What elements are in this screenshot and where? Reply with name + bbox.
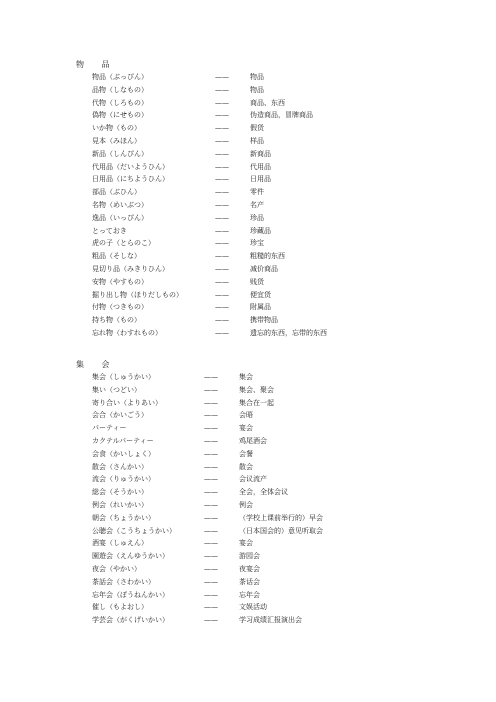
japanese-term: 品物（しなもの） (92, 85, 148, 94)
chinese-meaning: 物品 (250, 73, 264, 81)
japanese-term: 物品（ぶっぴん） (92, 73, 148, 81)
vocab-entry (0, 525, 496, 538)
vocab-entry (0, 384, 496, 397)
japanese-term: 学芸会（がくげいかい） (92, 616, 169, 625)
chinese-meaning: 物品 (250, 85, 264, 94)
japanese-term: 逸品（いっぴん） (92, 213, 148, 222)
chinese-meaning: 宴会 (239, 424, 253, 433)
japanese-term: 掘り出し物（ほりだしもの） (92, 290, 183, 299)
japanese-term: 夜会（やかい） (92, 564, 141, 573)
separator-dash: —— (204, 616, 218, 625)
japanese-term: 散会（さんかい） (92, 462, 148, 471)
vocab-entry (0, 225, 496, 238)
separator-dash: —— (215, 162, 229, 171)
japanese-term: 寄り合い（よりあい） (92, 398, 162, 407)
japanese-term: 付物（つきもの） (92, 303, 148, 312)
vocab-entry (0, 327, 496, 340)
chinese-meaning: 文娱活动 (239, 603, 267, 612)
chinese-meaning: （日本国会的）意见听取会 (239, 526, 323, 535)
chinese-meaning: 会晤 (239, 411, 253, 420)
chinese-meaning: 新商品 (250, 149, 271, 158)
separator-dash: —— (215, 73, 229, 81)
japanese-term: 集会（しゅうかい） (92, 373, 155, 381)
separator-dash: —— (215, 136, 229, 145)
separator-dash: —— (204, 500, 218, 509)
separator-dash: —— (204, 552, 218, 561)
separator-dash: —— (204, 513, 218, 522)
separator-dash: —— (215, 175, 229, 184)
japanese-term: 持ち物（もの） (92, 316, 141, 325)
vocab-entry (0, 71, 496, 84)
japanese-term: パーティー (92, 424, 127, 433)
separator-dash: —— (215, 188, 229, 197)
vocab-entry (0, 109, 496, 122)
vocab-entry (0, 397, 496, 410)
japanese-term: 代用品（だいようひん） (92, 162, 169, 171)
vocab-list-goods (0, 71, 496, 340)
vocab-entry (0, 473, 496, 486)
chinese-meaning: 集会、聚会 (239, 385, 274, 394)
vocab-entry (0, 122, 496, 135)
japanese-term: 虎の子（とらのこ） (92, 239, 155, 248)
section-title-meetings: 集 会 (76, 360, 110, 369)
separator-dash: —— (204, 424, 218, 433)
japanese-term: 茶話会（さわかい） (92, 577, 155, 586)
vocab-entry (0, 186, 496, 199)
japanese-term: とっておき (92, 226, 127, 235)
japanese-term: 偽物（にせもの） (92, 111, 148, 120)
vocab-entry (0, 263, 496, 276)
vocab-entry (0, 301, 496, 314)
separator-dash: —— (215, 200, 229, 209)
vocab-entry (0, 97, 496, 110)
chinese-meaning: 茶话会 (239, 577, 260, 586)
vocab-entry (0, 84, 496, 97)
separator-dash: —— (204, 373, 218, 381)
japanese-term: 例会（れいかい） (92, 500, 148, 509)
vocab-entry (0, 289, 496, 302)
japanese-term: 部品（ぶひん） (92, 188, 141, 197)
chinese-meaning: 日用品 (250, 175, 271, 184)
japanese-term: 忘年会（ぼうねんかい） (92, 590, 169, 599)
separator-dash: —— (215, 264, 229, 273)
chinese-meaning: 附属品 (250, 303, 271, 312)
section-title-goods: 物 品 (76, 60, 110, 69)
vocab-entry (0, 537, 496, 550)
chinese-meaning: 珍品 (250, 213, 264, 222)
chinese-meaning: 携带物品 (250, 316, 278, 325)
japanese-term: 安物（やすもの） (92, 277, 148, 286)
chinese-meaning: 遗忘的东西，忘带的东西 (250, 328, 327, 337)
japanese-term: 名物（めいぶつ） (92, 200, 148, 209)
chinese-meaning: 全会，全体会议 (239, 488, 288, 497)
japanese-term: 日用品（にちようひん） (92, 175, 169, 184)
chinese-meaning: 粗糙的东西 (250, 252, 285, 261)
japanese-term: 集い（つどい） (92, 385, 141, 394)
japanese-term: 流会（りゅうかい） (92, 475, 155, 484)
vocab-entry (0, 448, 496, 461)
chinese-meaning: 宴会 (239, 539, 253, 548)
separator-dash: —— (204, 539, 218, 548)
separator-dash: —— (204, 488, 218, 497)
vocab-entry (0, 550, 496, 563)
vocab-entry (0, 173, 496, 186)
japanese-term: 見切り品（みきりひん） (92, 264, 169, 273)
vocab-entry (0, 250, 496, 263)
separator-dash: —— (215, 252, 229, 261)
chinese-meaning: 珍藏品 (250, 226, 271, 235)
separator-dash: —— (215, 85, 229, 94)
chinese-meaning: 夜宴会 (239, 564, 260, 573)
separator-dash: —— (204, 385, 218, 394)
chinese-meaning: 例会 (239, 500, 253, 509)
chinese-meaning: 样品 (250, 136, 264, 145)
vocab-entry (0, 371, 496, 384)
vocab-entry (0, 601, 496, 614)
separator-dash: —— (215, 149, 229, 158)
chinese-meaning: 减价商品 (250, 264, 278, 273)
japanese-term: 見本（みほん） (92, 136, 141, 145)
chinese-meaning: 珍宝 (250, 239, 264, 248)
japanese-term: 公聴会（こうちょうかい） (92, 526, 176, 535)
chinese-meaning: 代用品 (250, 162, 271, 171)
vocab-entry (0, 314, 496, 327)
separator-dash: —— (215, 239, 229, 248)
vocab-entry (0, 499, 496, 512)
vocab-entry (0, 576, 496, 589)
vocab-entry (0, 199, 496, 212)
chinese-meaning: 学习成绩汇报演出会 (239, 616, 302, 625)
separator-dash: —— (204, 526, 218, 535)
japanese-term: 新品（しんぴん） (92, 149, 148, 158)
vocab-entry (0, 276, 496, 289)
japanese-term: 総会（そうかい） (92, 488, 148, 497)
vocab-entry (0, 589, 496, 602)
vocab-entry (0, 563, 496, 576)
separator-dash: —— (215, 290, 229, 299)
vocab-entry (0, 486, 496, 499)
separator-dash: —— (215, 226, 229, 235)
chinese-meaning: 商品、东西 (250, 98, 285, 107)
vocab-entry (0, 237, 496, 250)
chinese-meaning: 伪造商品，冒牌商品 (250, 111, 313, 120)
separator-dash: —— (215, 303, 229, 312)
japanese-term: 催し（もよおし） (92, 603, 148, 612)
separator-dash: —— (204, 462, 218, 471)
japanese-term: 酒宴（しゅえん） (92, 539, 148, 548)
vocab-entry (0, 161, 496, 174)
vocab-entry (0, 422, 496, 435)
japanese-term: 忘れ物（わすれもの） (92, 328, 162, 337)
chinese-meaning: 会议流产 (239, 475, 267, 484)
separator-dash: —— (215, 213, 229, 222)
vocab-entry (0, 212, 496, 225)
chinese-meaning: 散会 (239, 462, 253, 471)
chinese-meaning: 忘年会 (239, 590, 260, 599)
separator-dash: —— (204, 449, 218, 458)
separator-dash: —— (215, 277, 229, 286)
separator-dash: —— (204, 411, 218, 420)
vocab-entry (0, 614, 496, 627)
separator-dash: —— (204, 436, 218, 445)
chinese-meaning: 便宜货 (250, 290, 271, 299)
japanese-term: 朝会（ちょうかい） (92, 513, 155, 522)
chinese-meaning: 名产 (250, 200, 264, 209)
japanese-term: 会食（かいしょく） (92, 449, 155, 458)
separator-dash: —— (204, 475, 218, 484)
separator-dash: —— (204, 590, 218, 599)
chinese-meaning: 假货 (250, 124, 264, 133)
chinese-meaning: 集合在一起 (239, 398, 274, 407)
separator-dash: —— (204, 577, 218, 586)
japanese-term: 粗品（そしな） (92, 252, 141, 261)
chinese-meaning: 游园会 (239, 552, 260, 561)
chinese-meaning: 会餐 (239, 449, 253, 458)
separator-dash: —— (215, 98, 229, 107)
vocab-entry (0, 148, 496, 161)
vocab-entry (0, 435, 496, 448)
chinese-meaning: 集会 (239, 373, 253, 381)
separator-dash: —— (204, 564, 218, 573)
japanese-term: カクテルパーティー (92, 436, 154, 445)
chinese-meaning: 鸡尾酒会 (239, 436, 267, 445)
vocab-entry (0, 461, 496, 474)
japanese-term: いか物（もの） (92, 124, 141, 133)
japanese-term: 会合（かいごう） (92, 411, 148, 420)
vocab-list-meetings (0, 371, 496, 627)
japanese-term: 代物（しろもの） (92, 98, 148, 107)
separator-dash: —— (215, 124, 229, 133)
japanese-term: 園遊会（えんゆうかい） (92, 552, 169, 561)
separator-dash: —— (215, 316, 229, 325)
separator-dash: —— (204, 603, 218, 612)
chinese-meaning: 贱货 (250, 277, 264, 286)
vocab-entry (0, 512, 496, 525)
vocab-entry (0, 135, 496, 148)
separator-dash: —— (215, 328, 229, 337)
separator-dash: —— (204, 398, 218, 407)
separator-dash: —— (215, 111, 229, 120)
chinese-meaning: （学校上课前举行的）早会 (239, 513, 323, 522)
chinese-meaning: 零件 (250, 188, 264, 197)
vocab-entry (0, 409, 496, 422)
